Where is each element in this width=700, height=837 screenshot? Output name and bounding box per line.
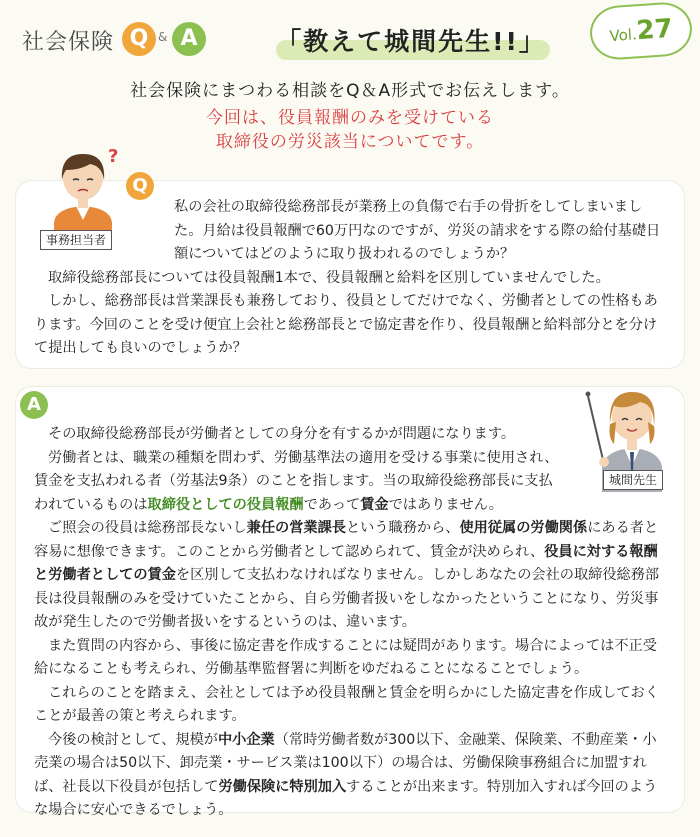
office-worker-label: 事務担当者 — [40, 230, 112, 250]
qa-ampersand: & — [158, 30, 168, 44]
question-mark-icon: ? — [108, 146, 119, 167]
question-paragraph-1: 私の会社の取締役総務部長が業務上の負傷で右手の骨折をしてしまいました。月給は役員報酬で60万円なのですが、労災の請求をする際の給付基礎日額についてはどのように取り扱われるのでしょうか？ — [174, 199, 661, 262]
volume-label: Vol. — [608, 25, 638, 46]
answer-p3-mid-2: にある者と容易に想像できます。このことから労働者として認められて、賃金が決められ、 — [34, 520, 659, 560]
answer-paragraph-4: また質問の内容から、事後に協定書を作成することには疑問があります。場合によっては不正受給になることも考えられ、労働基準監督署に判断をゆだねることになることでしょう。 — [34, 637, 657, 677]
brand — [22, 20, 208, 60]
q-icon: Q — [126, 172, 154, 200]
answer-p3-bold-2: 使用従属の労働関係 — [459, 520, 588, 536]
answer-p3-post: を区別して支払わなければなりません。しかしあなたの会社の取締役総務部長は役員報酬のみを受けていたことから、自ら労働者扱いをしなかったということになり、労災事故が発生したので労働者扱いをするというのは、違います。 — [34, 567, 660, 630]
volume-badge — [588, 1, 694, 62]
answer-p6-bold-2: 労働保険に特別加入 — [218, 778, 347, 795]
answer-p3-bold-3: 役員に対する報酬と労働者としての賃金 — [34, 543, 658, 583]
question-text — [34, 196, 670, 361]
qa-a-circle: A — [172, 22, 206, 56]
answer-p3-bold-1: 兼任の営業課長 — [246, 520, 346, 536]
page-title: 「教えて城間先生!!」 — [276, 27, 546, 56]
answer-paragraph-1: その取締役総務部長が労働者としての身分を有するかが問題になります。 — [48, 426, 516, 442]
a-icon: A — [20, 391, 48, 419]
qa-q-circle: Q — [122, 22, 156, 56]
page-title-wrap — [262, 22, 560, 62]
question-paragraph-2: 取締役総務部長については役員報酬1本で、役員報酬と給料を区別していませんでした。 — [48, 269, 610, 286]
answer-text — [34, 423, 670, 823]
answer-p6-post: することが出来ます。特別加入すれば今回のような場合に安心できるでしょう。 — [34, 778, 658, 818]
answer-paragraph-5: これらのことを踏まえ、会社としては予め役員報酬と賃金を明らかにした協定書を作成しておくことが最善の策と考えられます。 — [34, 684, 659, 724]
answer-paragraph-2a: 労働者とは、職業の種類を問わず、労働基準法の適用を受ける事業に使用され、 — [48, 449, 559, 466]
answer-p2c-pre: われているものは — [34, 496, 148, 513]
answer-p2c-mid: であって — [303, 496, 361, 513]
answer-paragraph-2c — [34, 494, 670, 518]
answer-p2c-bold: 賃金 — [360, 496, 389, 513]
answer-paragraph-6 — [34, 729, 670, 823]
answer-p6-mid: （常時労働者数が300以下、金融業、保険業、不動産業・小売業の場合は50以下、卸売業・サービス業は100以下）の場合は、労働保険事務組合に加盟すれば、社長以下役員が包括して — [34, 731, 657, 795]
answer-paragraph-2b: 賃金を支払われる者（労基法9条）のことを指します。当の取締役総務部長に支払 — [34, 473, 553, 489]
topic-line-1: 今回は、役員報酬のみを受けている — [206, 108, 494, 128]
answer-p3-mid-1: という職務から、 — [345, 520, 460, 536]
teacher-label: 城間先生 — [603, 470, 663, 490]
answer-p6-bold-1: 中小企業 — [217, 731, 275, 748]
answer-paragraph-3 — [34, 517, 670, 635]
qa-badge — [122, 20, 208, 60]
topic-line-2: 取締役の労災該当についてです。 — [215, 132, 485, 152]
subtitle: 社会保険にまつわる相談をQ＆A形式でお伝えします。 — [130, 81, 570, 101]
answer-p2c-highlight: 取締役としての役員報酬 — [147, 496, 304, 513]
brand-text: 社会保険 — [22, 29, 115, 55]
volume-number: 27 — [635, 13, 674, 47]
question-paragraph-3: しかし、総務部長は営業課長も兼務しており、役員としてだけでなく、労働者としての性格もあります。今回のことを受け便宜上会社と総務部長とで協定書を作り、役員報酬と給料部分とを分けて提出しても良いのでしょうか？ — [34, 293, 658, 356]
answer-p6-pre: 今後の検討として、規模が — [48, 731, 218, 748]
answer-p2c-post: ではありません。 — [388, 496, 503, 513]
answer-p3-pre: ご照会の役員は総務部長ないし — [48, 520, 247, 536]
